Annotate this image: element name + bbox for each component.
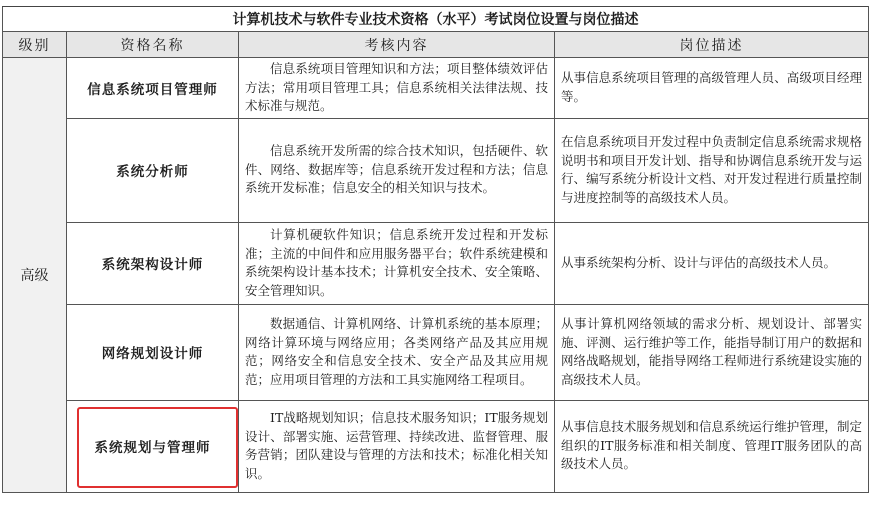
position-description: 从事计算机网络领域的需求分析、规划设计、部署实施、评测、运行维护等工作，能指导制订用户的数据和网络战略规划，能指导网络工程师进行系统建设实施的高级技术人员。 xyxy=(555,304,869,400)
qualification-name-text: 网络规划设计师 xyxy=(101,346,204,362)
qualification-name-text: 系统分析师 xyxy=(116,164,189,180)
table-header-row xyxy=(3,32,869,58)
level-cell: 高级 xyxy=(3,58,67,493)
table-row xyxy=(3,118,869,222)
header-position-desc: 岗位描述 xyxy=(555,32,869,58)
position-description: 从事系统架构分析、设计与评估的高级技术人员。 xyxy=(555,222,869,304)
qualification-name xyxy=(67,118,239,222)
exam-content: IT战略规划知识；信息技术服务知识；IT服务规划设计、部署实施、运营管理、持续改进、监督管理、服务营销；团队建设与管理的方法和技术；标准化相关知识。 xyxy=(239,400,555,492)
table-row xyxy=(3,222,869,304)
exam-content: 信息系统项目管理知识和方法；项目整体绩效评估方法；常用项目管理工具；信息系统相关法律法规、技术标准与规范。 xyxy=(239,58,555,119)
table-row xyxy=(3,304,869,400)
position-description: 从事信息技术服务规划和信息系统运行维护管理，制定组织的IT服务标准和相关制度、管理IT服务团队的高级技术人员。 xyxy=(555,400,869,492)
exam-content: 信息系统开发所需的综合技术知识，包括硬件、软件、网络、数据库等；信息系统开发过程和方法；信息系统开发标准；信息安全的相关知识与技术。 xyxy=(239,118,555,222)
table-row xyxy=(3,400,869,492)
position-description: 从事信息系统项目管理的高级管理人员、高级项目经理等。 xyxy=(555,58,869,119)
table-row xyxy=(3,58,869,119)
qualification-table xyxy=(2,6,869,493)
header-level: 级别 xyxy=(3,32,67,58)
header-exam-content: 考核内容 xyxy=(239,32,555,58)
qualification-name-text: 系统架构设计师 xyxy=(101,257,204,273)
qualification-name-text: 系统规划与管理师 xyxy=(94,440,211,456)
exam-content: 计算机硬软件知识；信息系统开发过程和开发标准；主流的中间件和应用服务器平台；软件系统建模和系统架构设计基本技术；计算机安全技术、安全策略、安全管理知识。 xyxy=(239,222,555,304)
table-title: 计算机技术与软件专业技术资格（水平）考试岗位设置与岗位描述 xyxy=(3,7,869,32)
position-description: 在信息系统项目开发过程中负责制定信息系统需求规格说明书和项目开发计划、指导和协调信息系统开发与运行、编写系统分析设计文档、对开发过程进行质量控制与进度控制等的高级技术人员。 xyxy=(555,118,869,222)
header-qualification: 资格名称 xyxy=(67,32,239,58)
table-title-row xyxy=(3,7,869,32)
qualification-name-text: 信息系统项目管理师 xyxy=(87,81,218,98)
qualification-name xyxy=(67,222,239,304)
qualification-name-highlighted xyxy=(67,400,239,492)
qualification-name xyxy=(67,304,239,400)
qualification-name xyxy=(67,58,239,119)
exam-content: 数据通信、计算机网络、计算机系统的基本原理；网络计算环境与网络应用；各类网络产品及其应用规范；网络安全和信息安全技术、安全产品及其应用规范；应用项目管理的方法和工具实施网络工程项目。 xyxy=(239,304,555,400)
